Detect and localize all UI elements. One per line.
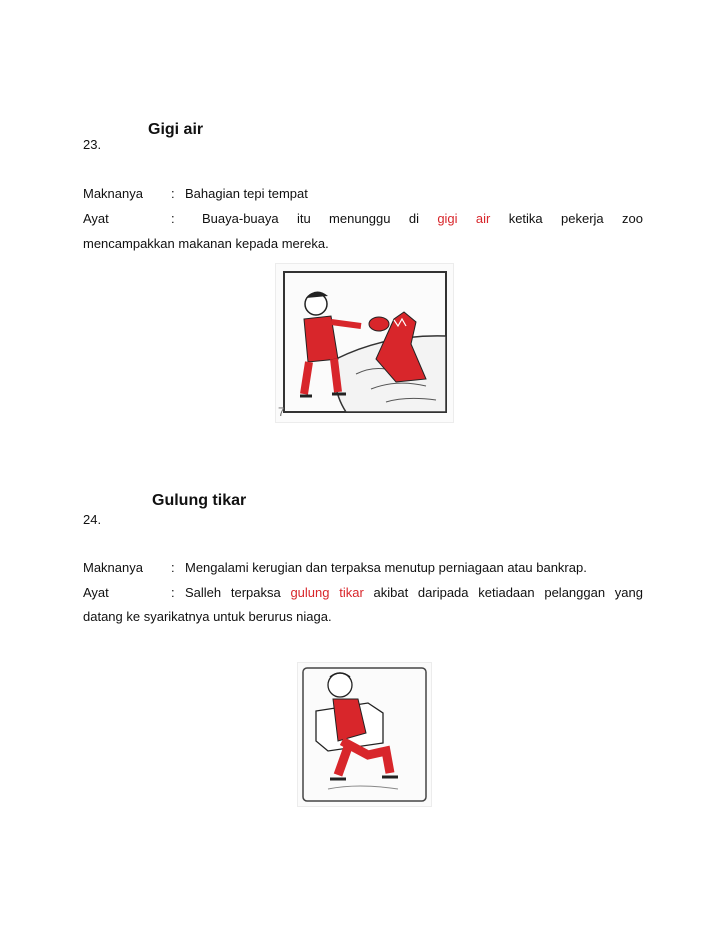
idiom-title-24: Gulung tikar [152,492,247,509]
highlight-phrase: gulung tikar [290,585,364,600]
man-with-box-illustration [297,662,432,807]
word: itu [296,211,311,226]
entry-number-24: 24. [83,512,102,527]
caption-fragment: 7 [278,405,285,419]
sentence-line-1 [202,211,643,227]
word: ketika [508,211,543,226]
word: di [408,211,419,226]
meaning-text: Bahagian tepi tempat [185,186,308,201]
sentence-line-2-24: datang ke syarikatnya untuk berurus niaga. [83,609,332,624]
highlight-word: air [475,211,491,226]
word: menunggu [329,211,391,226]
sentence-label: Ayat [83,585,109,600]
meaning-text: Mengalami kerugian dan terpaksa menutup perniagaan atau bankrap. [185,560,587,575]
colon: : [171,186,175,201]
sentence-line-1 [185,585,643,601]
entry-number-23: 23. [83,137,102,152]
meaning-label: Maknanya [83,186,143,201]
colon: : [171,211,175,226]
colon: : [171,585,175,600]
highlight-word: gigi [437,211,458,226]
meaning-label: Maknanya [83,560,143,575]
word: Buaya-buaya [202,211,279,226]
sentence-label: Ayat [83,211,109,226]
word: pekerja [561,211,604,226]
man-feeding-crocodile-illustration [275,263,454,423]
sentence-text: Salleh terpaksa [185,585,281,600]
sentence-line-2-23: mencampakkan makanan kepada mereka. [83,236,329,251]
colon: : [171,560,175,575]
idiom-title-23: Gigi air [148,121,204,138]
sentence-text: akibat daripada ketiadaan pelanggan yang [373,585,643,600]
word: zoo [622,211,643,226]
